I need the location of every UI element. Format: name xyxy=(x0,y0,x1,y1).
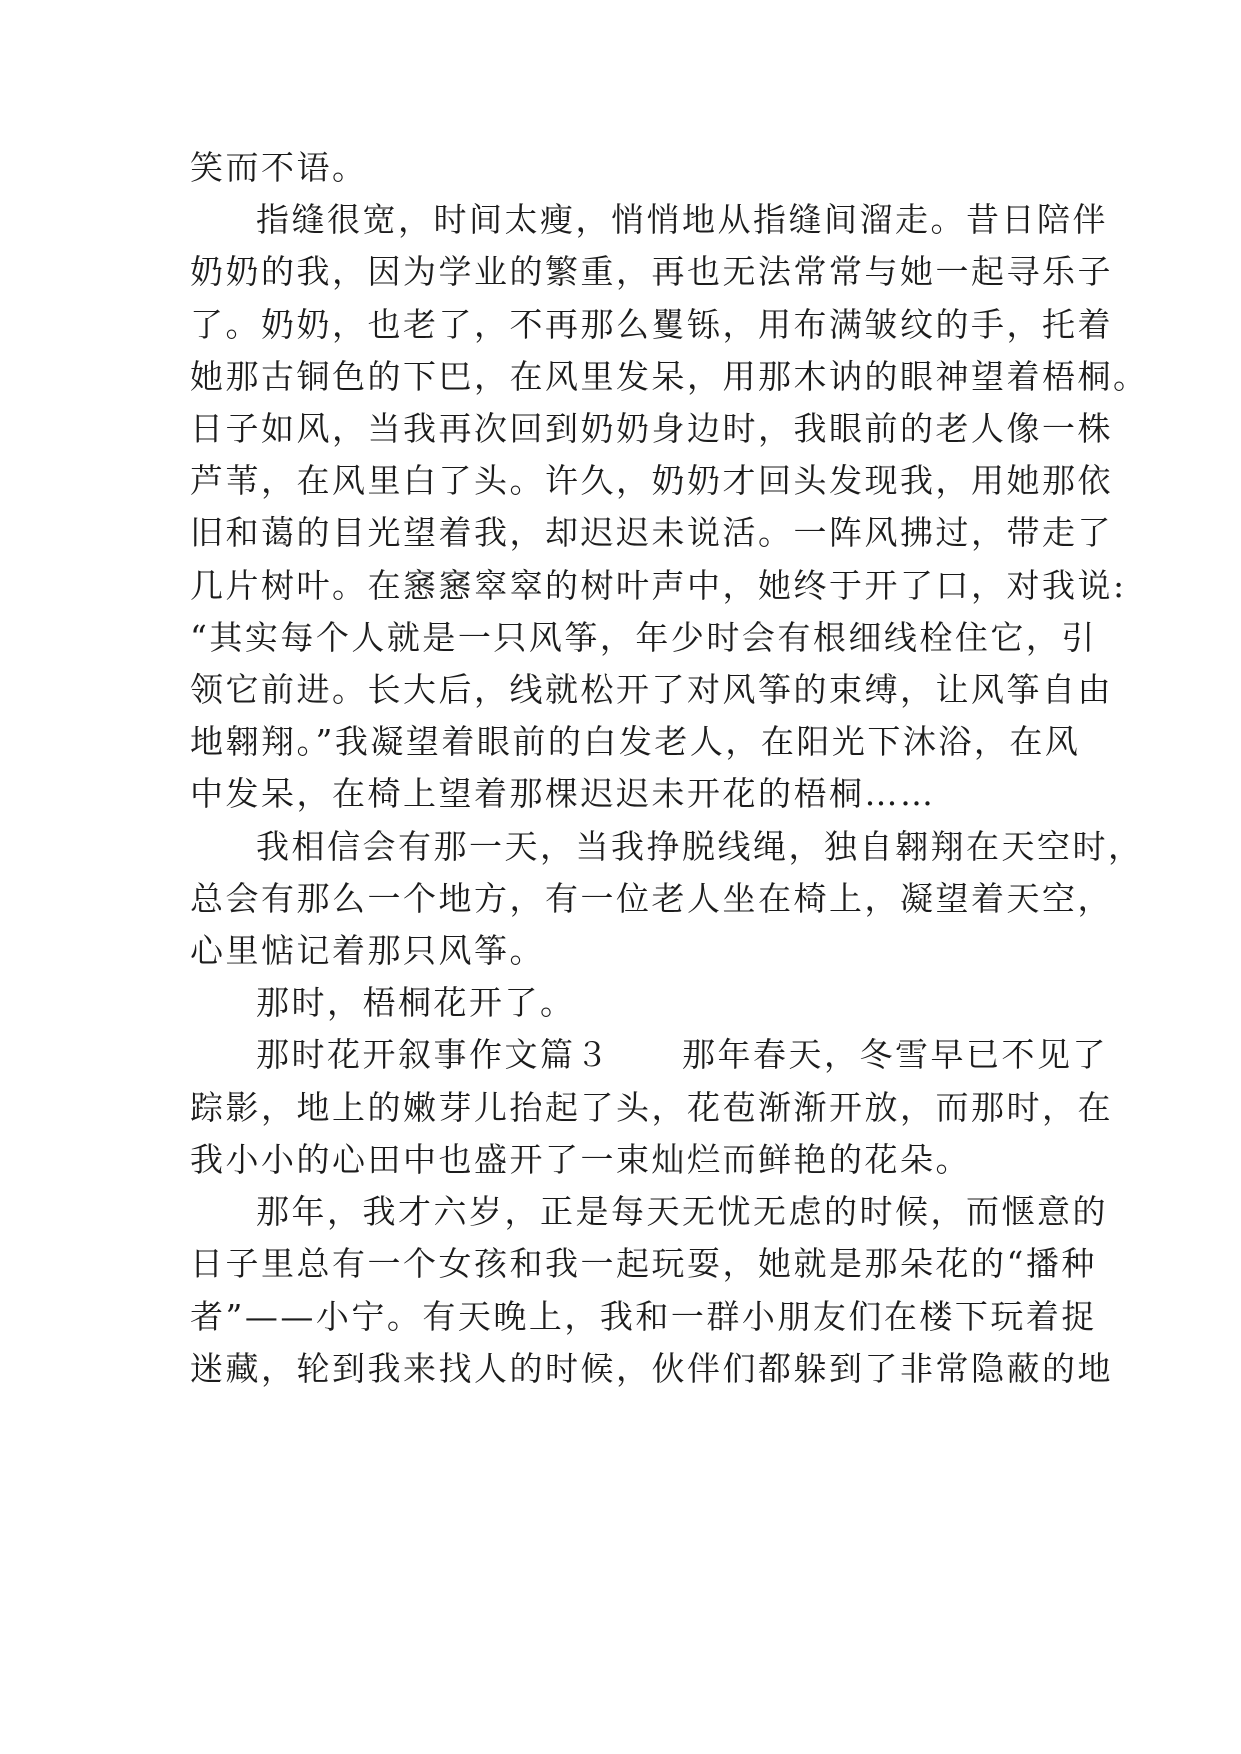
paragraph-start-line: 那时花开叙事作文篇３ 那年春天，冬雪早已不见了 xyxy=(256,1035,1108,1074)
paragraph-start-line: 指缝很宽，时间太瘦，悄悄地从指缝间溜走。昔日陪伴 xyxy=(256,200,1108,239)
text-line: 日子如风，当我再次回到奶奶身边时，我眼前的老人像一株 xyxy=(190,409,1113,448)
text-line: 中发呆，在椅上望着那棵迟迟未开花的梧桐…… xyxy=(190,774,936,813)
text-line: “其实每个人就是一只风筝，年少时会有根细线栓住它，引 xyxy=(190,618,1097,657)
paragraph-start-line: 那时，梧桐花开了。 xyxy=(256,983,576,1022)
text-line: 者”——小宁。有天晚上，我和一群小朋友们在楼下玩着捉 xyxy=(190,1297,1097,1336)
text-line: 总会有那么一个地方，有一位老人坐在椅上，凝望着天空， xyxy=(190,879,1113,918)
paragraph-start-line: 我相信会有那一天，当我挣脱线绳，独自翱翔在天空时， xyxy=(256,827,1144,866)
text-line: 我小小的心田中也盛开了一束灿烂而鲜艳的花朵。 xyxy=(190,1140,971,1179)
text-line: 芦苇，在风里白了头。许久，奶奶才回头发现我，用她那依 xyxy=(190,461,1113,500)
text-line: 日子里总有一个女孩和我一起玩耍，她就是那朵花的“播种 xyxy=(190,1244,1097,1283)
text-line: 了。奶奶，也老了，不再那么矍铄，用布满皱纹的手，托着 xyxy=(190,305,1113,344)
text-line: 领它前进。长大后，线就松开了对风筝的束缚，让风筝自由 xyxy=(190,670,1113,709)
text-line: 心里惦记着那只风筝。 xyxy=(190,931,545,970)
text-line: 地翱翔。”我凝望着眼前的白发老人，在阳光下沐浴，在风 xyxy=(190,722,1081,761)
text-line: 踪影，地上的嫩芽儿抬起了头，花苞渐渐开放，而那时，在 xyxy=(190,1088,1113,1127)
paragraph-start-line: 那年，我才六岁，正是每天无忧无虑的时候，而惬意的 xyxy=(256,1192,1108,1231)
text-line: 几片树叶。在窸窸窣窣的树叶声中，她终于开了口，对我说: xyxy=(190,566,1127,605)
text-line: 旧和蔼的目光望着我，却迟迟未说活。一阵风拂过，带走了 xyxy=(190,513,1113,552)
text-line: 笑而不语。 xyxy=(190,148,368,187)
text-line: 奶奶的我，因为学业的繁重，再也无法常常与她一起寻乐子 xyxy=(190,252,1113,291)
text-line: 她那古铜色的下巴，在风里发呆，用那木讷的眼神望着梧桐。 xyxy=(190,357,1149,396)
text-line: 迷藏，轮到我来找人的时候，伙伴们都躲到了非常隐蔽的地 xyxy=(190,1349,1113,1388)
